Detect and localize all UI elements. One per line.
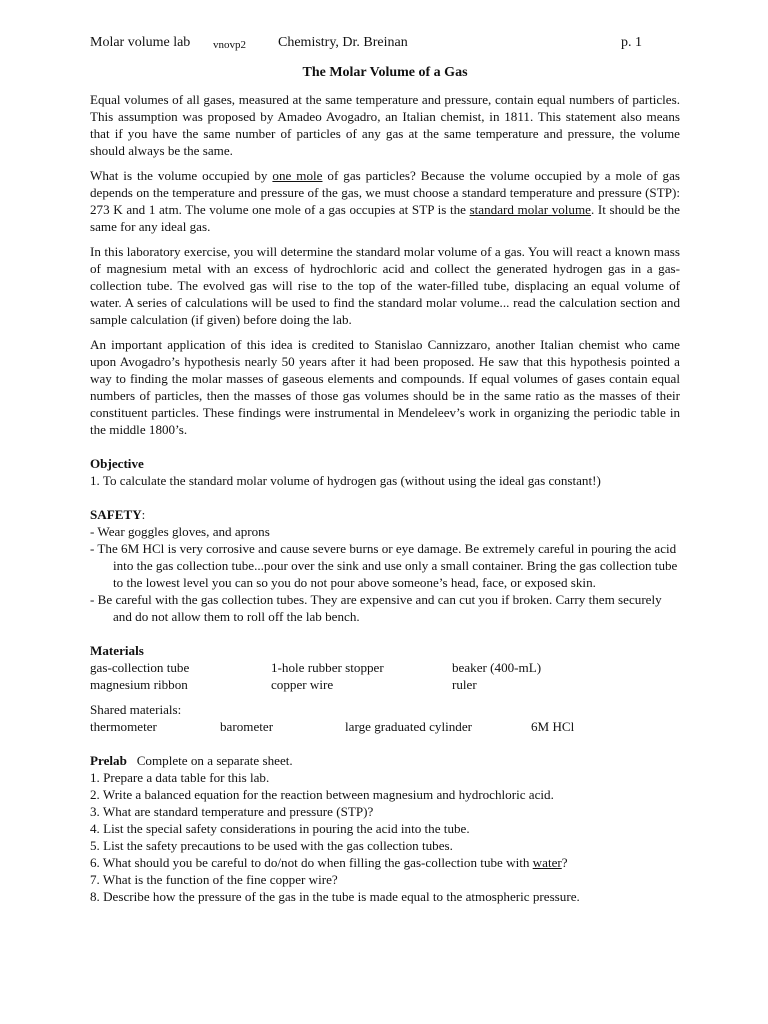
- lab-code: vnovp2: [213, 39, 246, 51]
- prelab-item: 8. Describe how the pressure of the gas in the tube is made equal to the atmospheric pressure.: [90, 889, 580, 904]
- material-item: copper wire: [271, 677, 334, 692]
- prelab-heading-line: [90, 752, 680, 769]
- objective-section: [90, 455, 680, 489]
- material-item: ruler: [452, 677, 477, 692]
- prelab-item: 5. List the safety precautions to be used with the gas collection tubes.: [90, 838, 453, 853]
- page-header: [90, 34, 680, 54]
- safety-item: - The 6M HCl is very corrosive and cause severe burns or eye damage. Be extremely careful in pouring the acid into the gas collection tube...pour over the sink and use only a small container. Bring the gas collection tube to the lowest level you can so you do not pour above someone’s head, face, or exposed skin.: [90, 541, 678, 590]
- safety-heading: SAFETY: [90, 507, 142, 522]
- prelab-item: 3. What are standard temperature and pressure (STP)?: [90, 804, 374, 819]
- materials-heading: Materials: [90, 643, 144, 658]
- prelab-item: 1. Prepare a data table for this lab.: [90, 770, 270, 785]
- prelab-heading: Prelab: [90, 753, 127, 768]
- material-item: gas-collection tube: [90, 660, 190, 675]
- water-term: water: [532, 855, 562, 870]
- stp-text-1: What is the volume occupied by: [90, 168, 273, 183]
- safety-colon: :: [141, 507, 146, 522]
- materials-section: [90, 642, 680, 735]
- lab-description-paragraph: In this laboratory exercise, you will determine the standard molar volume of a gas. You will react a known mass of magnesium metal with an excess of hydrochloric acid and collect the generated hydrogen gas in a gas-collection tube. The evolved gas will rise to the top of the water-filled tube, displacing an equal volume of water. A series of calculations will be used to find the standard molar volume... read the calculation section and sample calculation (if given) before doing the lab.: [90, 244, 680, 327]
- prelab-item: 7. What is the function of the fine copper wire?: [90, 872, 338, 887]
- material-item: 1-hole rubber stopper: [271, 660, 384, 675]
- safety-item: - Be careful with the gas collection tubes. They are expensive and can cut you if broken. Carry them securely and do not allow them to roll off the lab bench.: [90, 592, 662, 624]
- prelab-note: Complete on a separate sheet.: [136, 753, 293, 768]
- safety-item: - Wear goggles gloves, and aprons: [90, 524, 270, 539]
- prelab-item: 2. Write a balanced equation for the reaction between magnesium and hydrochloric acid.: [90, 787, 554, 802]
- material-item: beaker (400-mL): [452, 660, 542, 675]
- intro-paragraph: Equal volumes of all gases, measured at the same temperature and pressure, contain equal numbers of particles. This assumption was proposed by Amadeo Avogadro, an Italian chemist, in 1811. This statement also means that if you have the same number of particles of any gas at the same temperature and pressure, the volume should always be the same.: [90, 92, 680, 158]
- cannizzaro-paragraph: An important application of this idea is credited to Stanislao Cannizzaro, another Italian chemist who came upon Avogadro’s hypothesis nearly 50 years after it had been proposed. He saw that this hypothesis pointed a way to finding the molar masses of gaseous elements and compounds. If equal volumes of gases contain equal numbers of particles, then the masses of those gas volumes should be in the same ratio as the masses of their constituent particles. These findings were instrumental in Mendeleev’s work in organizing the periodic table in the middle 1800’s.: [90, 337, 680, 437]
- material-item: magnesium ribbon: [90, 677, 188, 692]
- shared-materials-label: Shared materials:: [90, 702, 182, 717]
- course-name: Chemistry, Dr. Breinan: [278, 35, 408, 50]
- prelab-item-6-text: 6. What should you be careful to do/not do when filling the gas-collection tube with: [90, 855, 533, 870]
- prelab-item-6-end: ?: [561, 855, 568, 870]
- shared-material-item: 6M HCl: [531, 719, 575, 734]
- stp-text-3: . It should be the same for any ideal gas.: [90, 202, 680, 234]
- shared-material-item: large graduated cylinder: [345, 719, 472, 734]
- safety-section: [90, 506, 680, 625]
- shared-material-item: thermometer: [90, 719, 157, 734]
- shared-material-item: barometer: [220, 719, 274, 734]
- objective-heading: Objective: [90, 456, 144, 471]
- lab-name: Molar volume lab: [90, 35, 191, 50]
- one-mole-term: one mole: [272, 168, 323, 183]
- prelab-section: [90, 752, 680, 905]
- safety-heading-line: [90, 506, 680, 523]
- materials-row: [90, 676, 680, 693]
- standard-molar-volume-term: standard molar volume: [469, 202, 591, 217]
- document-title: The Molar Volume of a Gas: [302, 65, 468, 80]
- objective-text: 1. To calculate the standard molar volume of hydrogen gas (without using the ideal gas constant!): [90, 473, 601, 488]
- shared-materials-row: [90, 718, 680, 735]
- prelab-item: [90, 854, 680, 871]
- page-number: p. 1: [621, 35, 642, 50]
- materials-row: [90, 659, 680, 676]
- stp-text-2: of gas particles? Because the volume occupied by a mole of gas depends on the temperature and pressure of the gas, we must choose a standard temperature and pressure (STP): 273 K and 1 atm. The volume one mole of a gas occupies at STP is the: [90, 168, 680, 217]
- document-page: [90, 34, 680, 905]
- prelab-item: 4. List the special safety considerations in pouring the acid into the tube.: [90, 821, 470, 836]
- stp-paragraph: [90, 167, 680, 235]
